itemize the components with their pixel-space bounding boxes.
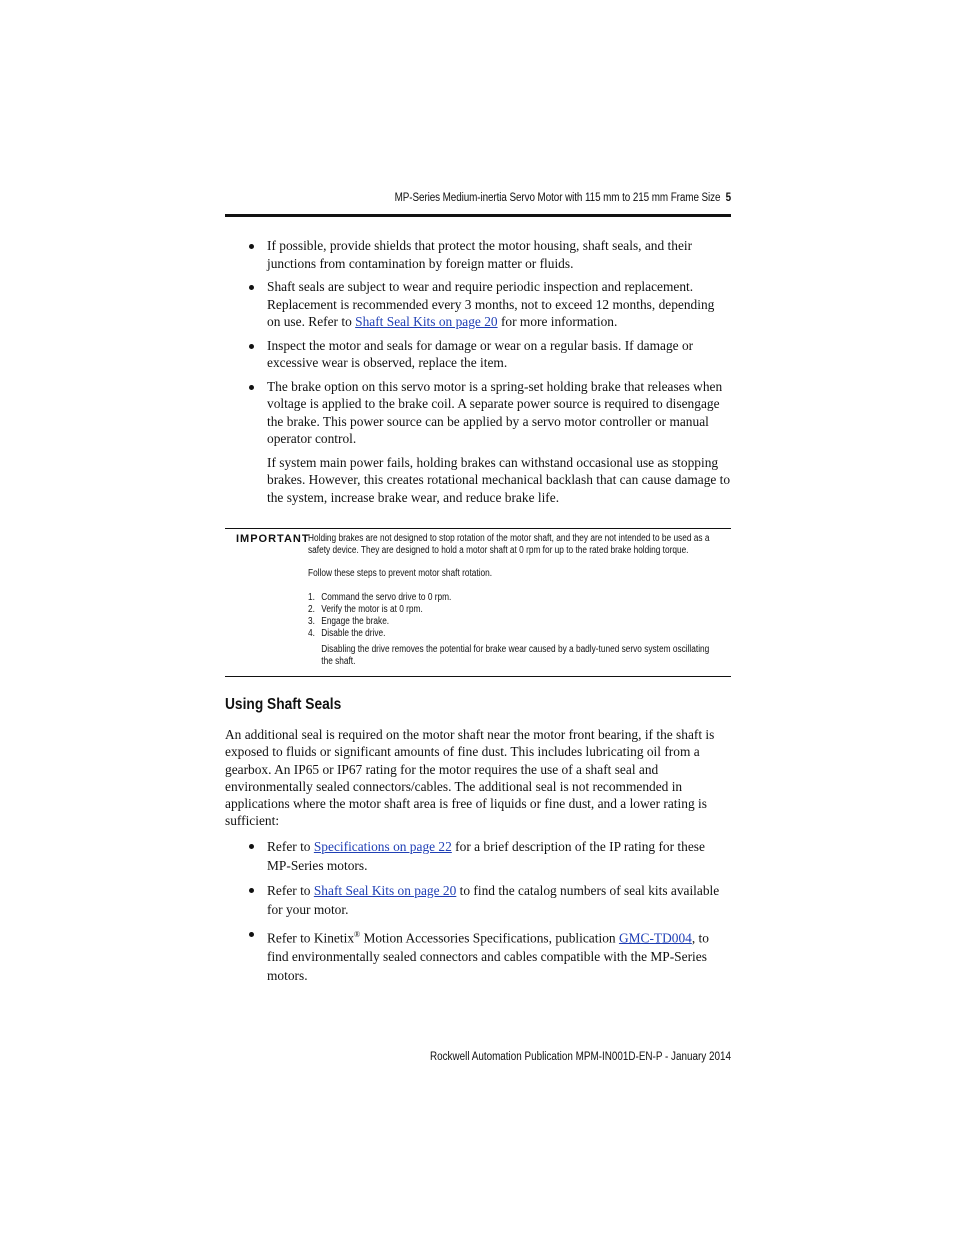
list-item (247, 925, 731, 985)
important-text: Holding brakes are not designed to stop rotation of the motor shaft, and they are not intended to be used as a safety device. They are designed to hold a motor shaft at 0 rpm for up to the rated brake holding torque. (308, 533, 710, 556)
list-item-text: Refer to Specifications on page 22 for a brief description of the IP rating for these MP-Series motors. (267, 839, 705, 873)
page-footer: Rockwell Automation Publication MPM-IN001D-EN-P - January 2014 (429, 1051, 731, 1063)
list-item (247, 881, 731, 919)
shaft-seal-kits-link[interactable]: Shaft Seal Kits on page 20 (313, 883, 457, 898)
gmc-td004-link[interactable]: GMC-TD004 (618, 930, 692, 946)
list-item-text: Inspect the motor and seals for damage or wear on a regular basis. If damage or excessive wear is observed, replace the item. (267, 337, 694, 370)
list-item-text: If possible, provide shields that protect the motor housing, shaft seals, and their junctions from contamination by foreign matter or fluids. (267, 238, 693, 271)
references-list (247, 837, 731, 991)
bullet-icon (249, 385, 254, 390)
list-item-extra-text: If system main power fails, holding brakes can withstand occasional use as stopping brakes. However, this creates rotational mechanical backlash that can cause damage to the system, increase brake wear, and reduce brake life. (267, 454, 731, 505)
section-heading: Using Shaft Seals (225, 696, 342, 713)
steps-intro: Follow these steps to prevent motor shaft rotation. (308, 568, 493, 579)
list-item-text: Refer to Kinetix® Motion Accessories Specifications, publication GMC-TD004, to find environmentally sealed connectors and cables compatible with the MP-Series motors. (267, 930, 709, 984)
step-note: Disabling the drive removes the potential for brake wear caused by a badly-tuned servo system oscillating the shaft. (321, 644, 710, 667)
list-item-text: Shaft seals are subject to wear and require periodic inspection and replacement. Replacement is recommended every 3 months, not to exceed 12 months, depending on use. Refer to Shaft Seal Kits on page 20 for more information. (267, 279, 715, 329)
list-item (247, 278, 731, 331)
step-item: 2. Verify the motor is at 0 rpm. (308, 604, 423, 615)
bullet-icon (249, 844, 254, 849)
bullet-icon (249, 344, 254, 349)
registered-mark: ® (354, 930, 361, 939)
important-callout (225, 528, 731, 677)
list-item (247, 837, 731, 875)
list-item (247, 378, 731, 507)
shaft-seal-kits-link[interactable]: Shaft Seal Kits on page 20 (355, 314, 498, 329)
step-item: 4. Disable the drive. (308, 628, 386, 639)
important-body (308, 533, 723, 668)
list-item-text: The brake option on this servo motor is a spring-set holding brake that releases when voltage is applied to the brake coil. A separate power source is required to disengage the brake. This power source can be applied by a servo motor controller or manual operator control. (267, 378, 723, 446)
header-rule (225, 214, 731, 217)
list-item (247, 237, 731, 272)
list-item-text: Refer to Shaft Seal Kits on page 20 to find the catalog numbers of seal kits available for your motor. (267, 883, 720, 917)
running-header (296, 192, 731, 204)
important-label: IMPORTANT (236, 533, 310, 545)
steps-list (308, 592, 723, 640)
step-item: 3. Engage the brake. (308, 616, 390, 627)
header-title: MP-Series Medium-inertia Servo Motor with 115 mm to 215 mm Frame Size (394, 192, 721, 204)
precautions-list (247, 237, 731, 512)
bullet-icon (249, 932, 254, 937)
bullet-icon (249, 285, 254, 290)
specifications-link[interactable]: Specifications on page 22 (313, 839, 452, 854)
step-item: 1. Command the servo drive to 0 rpm. (308, 592, 452, 603)
list-item (247, 337, 731, 372)
section-paragraph: An additional seal is required on the motor shaft near the motor front bearing, if the shaft is exposed to fluids or significant amounts of fine dust. This includes lubricating oil from a gearbox. An IP65 or IP67 rating for the motor requires the use of a shaft seal and environmentally sealed connectors/cables. The additional seal is not recommended in applications where the motor shaft area is free of liquids or fine dust, and a lower rating is sufficient: (225, 727, 715, 829)
bullet-icon (249, 244, 254, 249)
bullet-icon (249, 888, 254, 893)
page-number: 5 (725, 192, 731, 204)
